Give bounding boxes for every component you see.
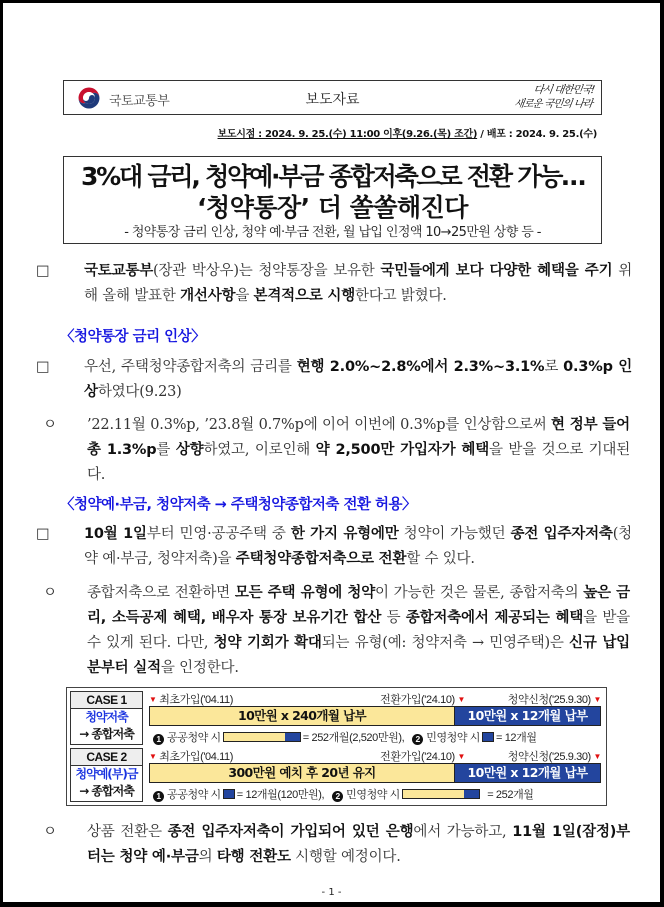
bold-text: 모든 주택 유형에 청약 [234, 585, 375, 601]
red-triangle-icon: ▼ [593, 695, 601, 704]
intro-paragraph [36, 259, 632, 309]
red-triangle-icon: ▼ [457, 695, 465, 704]
slogan-line1: 다시 대한민국! [532, 84, 595, 96]
text: 하였다(9.23) [97, 384, 182, 400]
case1-label-box [70, 691, 143, 745]
headline-line1: 3%대 금리, 청약예·부금 종합저축으로 전환 가능… [80, 162, 585, 191]
text: 등 [381, 610, 406, 626]
text: 되는 유형(예: 청약저축 → 민영주택)은 [321, 635, 570, 651]
text: 을 받을 수 있게 된다. 다만, [87, 610, 630, 651]
marker-label: 전환가입('24.10) [380, 751, 455, 763]
bold-text: 종전 입주자저축 [510, 526, 613, 542]
text: 을 인정한다. [160, 660, 239, 676]
marker-label: 최초가입('04.11) [159, 751, 234, 763]
case2-payment-bar [149, 763, 601, 783]
marker-label: 청약신청('25.9.30) [507, 694, 591, 706]
number-1-icon: 1 [153, 734, 164, 745]
legend-label: 공공청약 시 [167, 732, 221, 744]
number-1-icon: 1 [153, 791, 164, 802]
release-separator: / [477, 129, 487, 140]
bold-text: 10월 1일 [84, 526, 147, 542]
case1-product: 청약저축 [85, 710, 128, 724]
text: 시행할 예정이다. [290, 849, 401, 865]
text: 하였고, 이로인해 [203, 442, 316, 458]
text: 우선, 주택청약종합저축의 금리를 [84, 359, 297, 375]
legend-value: = 252개월(2,520만원), [302, 732, 405, 744]
case2-target: → 종합저축 [79, 784, 134, 798]
distribution-date: 배포 : 2024. 9. 25.(수) [486, 129, 597, 140]
text: (장관 박상우)는 청약통장을 보유한 [153, 263, 381, 279]
yellow-blue-swatch-icon [223, 732, 301, 742]
circle-bullet: ㅇ [43, 417, 57, 433]
bold-text: 국민들에게 보다 다양한 혜택을 주기 [380, 263, 613, 279]
bold-text: 약 2,500만 가입자가 혜택 [315, 442, 490, 458]
marker-label: 청약신청('25.9.30) [507, 751, 591, 763]
text: 청약이 가능했던 [398, 526, 511, 542]
case1-new-segment: 10만원 x 12개월 납부 [455, 707, 600, 725]
bold-text: 한 가지 유형에만 [290, 526, 399, 542]
circle-bullet: ㅇ [43, 824, 57, 840]
yellow-blue-swatch-icon [402, 789, 480, 799]
text: 이 가능한 것은 물론, 종합저축의 [375, 585, 584, 601]
legend-value: = 12개월(120만원), [236, 789, 325, 801]
legend-label: 공공청약 시 [167, 789, 221, 801]
text: 부터 민영·공공주택 중 [146, 526, 291, 542]
bold-text: 종합저축에서 제공되는 혜택 [405, 610, 584, 626]
bold-text: 타행 전환도 [216, 849, 291, 865]
number-2-icon: 2 [412, 734, 423, 745]
text: 를 [156, 442, 176, 458]
bold-text: 개선사항 [180, 288, 236, 304]
rate-increase-paragraph [36, 355, 633, 405]
title-box [63, 156, 602, 244]
square-bullet: □ [36, 359, 50, 375]
legend-value: = 252개월 [487, 789, 534, 801]
text: 한다고 밝혔다. [355, 288, 447, 304]
number-2-icon: 2 [332, 791, 343, 802]
case1-title: CASE 1 [71, 692, 142, 709]
bold-text: 0.3%p 인상 [84, 359, 633, 400]
marker-label: 전환가입('24.10) [380, 694, 455, 706]
bold-text: 본격적으로 시행 [253, 288, 356, 304]
conversion-benefits-paragraph [43, 581, 630, 681]
red-triangle-icon: ▼ [457, 752, 465, 761]
red-triangle-icon: ▼ [149, 752, 157, 761]
text: 을 [235, 288, 254, 304]
text: 위해 올해 발표한 [84, 263, 632, 304]
document-type: 보도자료 [305, 92, 360, 108]
section-heading-conversion: 〈청약예·부금, 청약저축 → 주택청약종합저축 전환 허용〉 [60, 497, 417, 513]
bold-text: 높은 금리, 소득공제 혜택, 배우자 통장 보유기간 합산 [87, 585, 630, 626]
bold-text: 주택청약종합저축으로 전환 [235, 551, 407, 567]
text: 을 받을 것으로 기대된다. [87, 442, 630, 483]
headline-line2: ‘청약통장’ 더 쏠쏠해진다 [197, 193, 468, 222]
bold-text: 신규 납입분부터 실적 [87, 635, 630, 676]
bold-text: 현 정부 들어 총 1.3%p [87, 417, 630, 458]
case1-timeline-markers [149, 691, 601, 705]
blue-swatch-icon [482, 732, 494, 742]
case2-marker-apply [508, 748, 601, 764]
bold-text: 11월 1일(잠정)부터는 청약 예·부금 [87, 824, 630, 865]
bold-text: 종전 입주자저축이 가입되어 있던 은행 [167, 824, 414, 840]
square-bullet: □ [36, 526, 50, 542]
case1-target: → 종합저축 [79, 727, 134, 741]
bold-text: 국토교통부 [84, 263, 154, 279]
subheadline: - 청약통장 금리 인상, 청약 예·부금 전환, 월 납입 인정액 10→25만원 상향 등 - [124, 225, 541, 240]
section-heading-rate-increase: 〈청약통장 금리 인상〉 [60, 329, 206, 345]
ministry-name: 국토교통부 [109, 94, 170, 109]
case2-marker-convert [149, 748, 465, 764]
case2-label-box [70, 748, 143, 802]
circle-bullet: ㅇ [43, 585, 57, 601]
text: ’22.11월 0.3%p, ’23.8월 0.7%p에 이어 이번에 0.3%p를 인상함으로써 [87, 417, 551, 433]
conversion-paragraph [36, 522, 632, 572]
square-bullet: □ [36, 263, 50, 279]
text: 상품 전환은 [87, 824, 168, 840]
case1-marker-convert [149, 691, 465, 707]
bold-text: 상향 [175, 442, 204, 458]
blue-swatch-icon [223, 789, 235, 799]
text: 로 [544, 359, 564, 375]
text: 종합저축으로 전환하면 [87, 585, 235, 601]
bold-text: 청약 기회가 확대 [213, 635, 322, 651]
case2-product: 청약예(부)금 [75, 767, 138, 781]
case2-new-segment: 10만원 x 12개월 납부 [455, 764, 600, 782]
text: 할 수 있다. [406, 551, 475, 567]
conversion-case-diagram [66, 687, 607, 806]
marker-label: 최초가입('04.11) [159, 694, 234, 706]
text: (청약 예·부금, 청약저축)을 [84, 526, 632, 567]
case1-legend [153, 729, 537, 743]
legend-label: 민영청약 시 [426, 732, 481, 744]
government-slogan [499, 83, 595, 111]
slogan-line2: 새로운 국민의 나라 [513, 98, 593, 110]
legend-label: 민영청약 시 [346, 789, 400, 801]
case2-existing-segment: 300만원 예치 후 20년 유지 [150, 764, 455, 782]
case1-payment-bar [149, 706, 601, 726]
rate-history-paragraph [43, 413, 630, 488]
red-triangle-icon: ▼ [593, 752, 601, 761]
case2-timeline-markers [149, 748, 601, 762]
release-info [218, 125, 597, 140]
page-number: - 1 - [321, 887, 342, 898]
case2-title: CASE 2 [71, 749, 142, 766]
bold-text: 현행 2.0%~2.8%에서 2.3%~3.1% [296, 359, 545, 375]
case2-legend [153, 786, 534, 800]
red-triangle-icon: ▼ [149, 695, 157, 704]
press-release-page [3, 3, 660, 902]
case1-marker-apply [508, 691, 601, 707]
text: 의 [198, 849, 217, 865]
header-box [63, 80, 602, 115]
case1-existing-segment: 10만원 x 240개월 납부 [150, 707, 455, 725]
embargo-time: 보도시점 : 2024. 9. 25.(수) 11:00 이후(9.26.(목) 조간) [217, 129, 478, 140]
legend-value: = 12개월 [496, 732, 537, 744]
bank-conversion-paragraph [43, 820, 630, 870]
text: 에서 가능하고, [413, 824, 513, 840]
